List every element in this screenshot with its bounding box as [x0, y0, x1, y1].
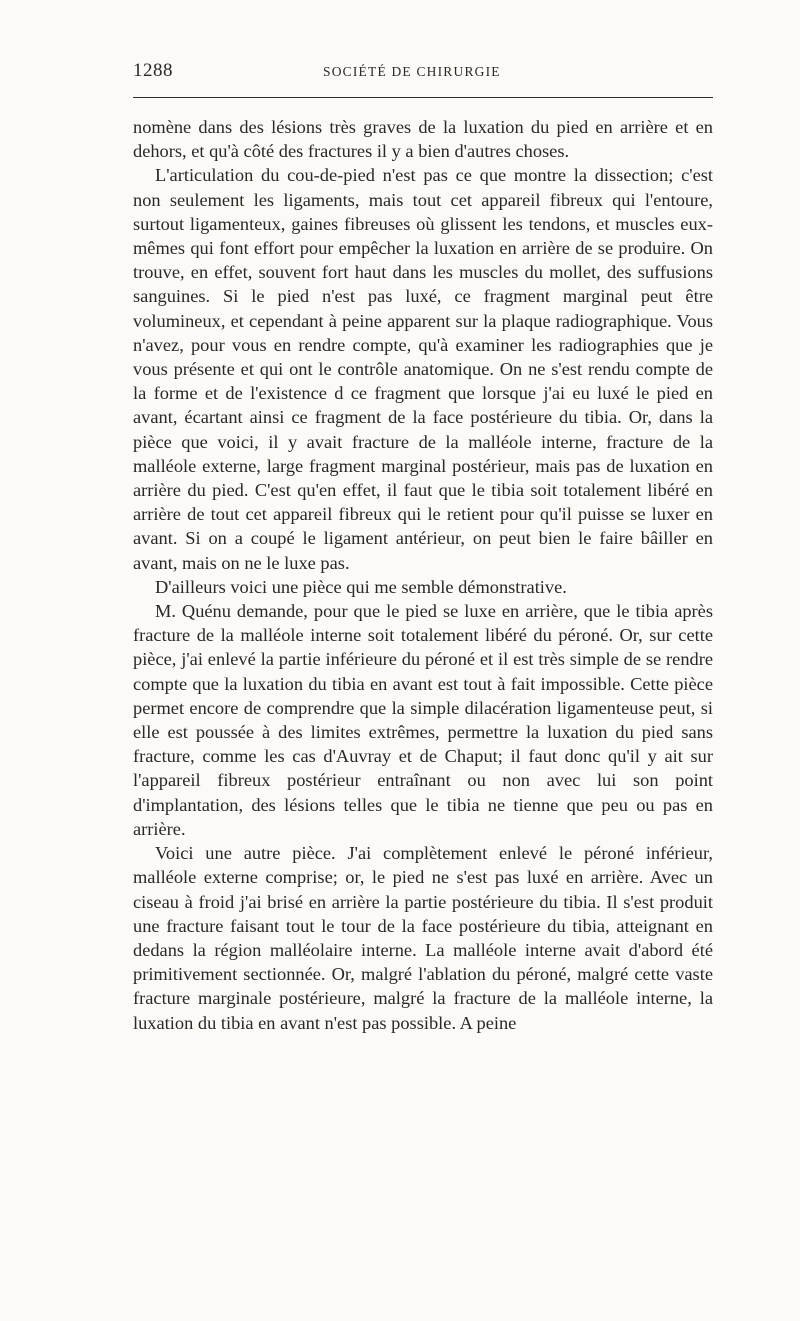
paragraph-continuation: nomène dans des lésions très graves de la luxation du pied en arrière et en dehors, et qu'à côté des fractures il y a bien d'autres choses. — [133, 117, 713, 162]
header-rule — [133, 97, 713, 98]
paragraph: M. Quénu demande, pour que le pied se luxe en arrière, que le tibia après fracture de la malléole interne soit totalement libéré du péroné. Or, sur cette pièce, j'ai enlevé la partie inférieure du péroné et il est très simple de se rendre compte que la luxation du tibia en avant est tout à fait impossible. Cette pièce permet encore de comprendre que la simple dilacération ligamenteuse peut, si elle est poussée à des limites extrêmes, permettre la luxation du pied sans fracture, comme les cas d'Auvray et de Chaput; il faut donc qu'il y ait sur l'appareil fibreux postérieur entraînant ou non avec lui son point d'implantation, des lésions telles que le tibia ne tienne que peu ou pas en arrière. — [133, 601, 713, 839]
running-title: SOCIÉTÉ DE CHIRURGIE — [323, 64, 501, 79]
page-number: 1288 — [133, 60, 173, 81]
page-header — [133, 58, 713, 86]
paragraph: Voici une autre pièce. J'ai complètement enlevé le péroné inférieur, malléole externe comprise; or, le pied ne s'est pas luxé en arrière. Avec un ciseau à froid j'ai brisé en arrière la partie postérieure du tibia. Il s'est produit une fracture faisant tout le tour de la face postérieure du tibia, atteignant en dedans la région malléolaire interne. La malléole interne avait d'abord été primitivement sectionnée. Or, malgré l'ablation du péroné, malgré cette vaste fracture marginale postérieure, malgré la fracture de la malléole interne, la luxation du tibia en avant n'est pas possible. A peine — [133, 843, 713, 1033]
body-text — [133, 115, 713, 1035]
paragraph: L'articulation du cou-de-pied n'est pas ce que montre la dissection; c'est non seulement les ligaments, mais tout cet appareil fibreux qui l'entoure, surtout ligamenteux, gaines fibreuses où glissent les tendons, et muscles eux-mêmes qui font effort pour empêcher la luxation en arrière de se produire. On trouve, en effet, souvent fort haut dans les muscles du mollet, des suffusions sanguines. Si le pied n'est pas luxé, ce fragment marginal peut être volumineux, et cependant à peine apparent sur la plaque radiographique. Vous n'avez, pour vous en rendre compte, qu'à examiner les radiographies que je vous présente et qui ont le contrôle anatomique. On ne s'est rendu compte de la forme et de l'existence d ce fragment que lorsque j'ai eu luxé le pied en avant, écartant ainsi ce fragment de la face postérieure du tibia. Or, dans la pièce que voici, il y avait fracture de la malléole interne, fracture de la malléole externe, large fragment marginal postérieur, mais pas de luxation en arrière du pied. C'est qu'en effet, il faut que le tibia soit totalement libéré en arrière de tout cet appareil fibreux qui le retient pour qu'il puisse se luxer en avant. Si on a coupé le ligament antérieur, on peut bien le faire bâiller en avant, mais on ne le luxe pas. — [133, 165, 713, 573]
paragraph: D'ailleurs voici une pièce qui me semble démonstrative. — [155, 576, 567, 597]
